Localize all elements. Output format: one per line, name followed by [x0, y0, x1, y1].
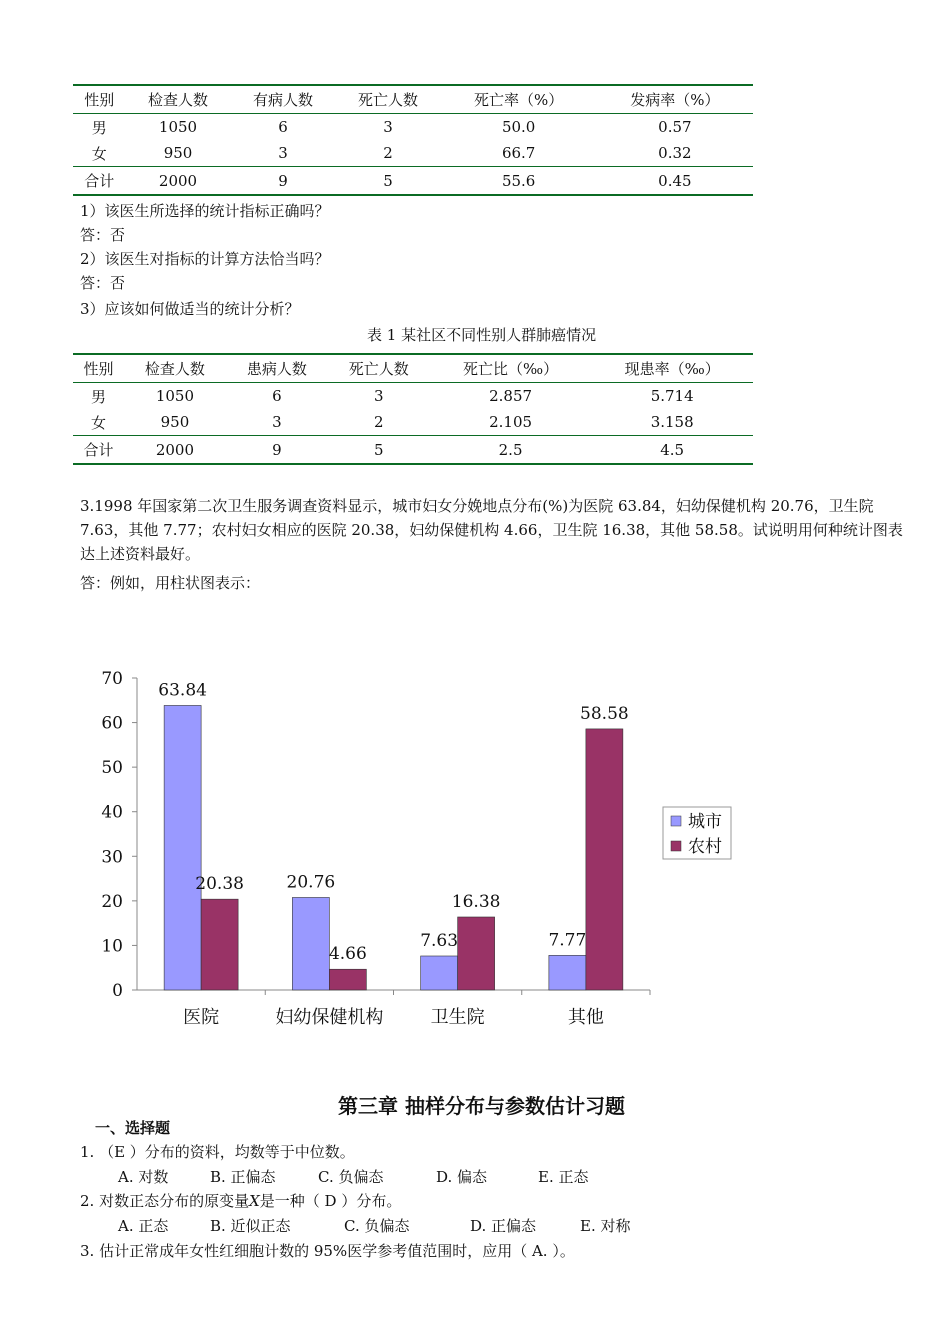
table-cell: 50.0	[501, 118, 536, 136]
table-cell: 5	[336, 167, 441, 196]
table-cell: 3	[272, 413, 282, 431]
x-category-label: 卫生院	[430, 1007, 485, 1028]
table-cell: 9	[231, 167, 336, 196]
question-3-answer: 答：例如，用柱状图表示：	[80, 574, 261, 592]
table-row	[73, 114, 753, 141]
header-cell: 现患率（‰）	[591, 354, 753, 383]
y-tick-label: 30	[101, 847, 123, 868]
table-cell: 6	[278, 118, 288, 136]
table-cell: 男	[90, 387, 106, 406]
option: A. 对数	[118, 1168, 169, 1186]
table-1	[73, 353, 753, 465]
header-cell: 死亡比（‰）	[430, 354, 592, 383]
table-cell: 0.32	[658, 144, 692, 162]
chapter-title: 第三章 抽样分布与参数估计习题	[338, 1094, 625, 1118]
option: E. 对称	[580, 1217, 631, 1235]
table-caption: 表 1 某社区不同性别人群肺癌情况	[367, 326, 597, 344]
table-cell: 950	[160, 413, 190, 431]
table-cell: 女	[91, 144, 107, 163]
table-cell: 5.714	[650, 387, 694, 405]
question-2: 2）该医生对指标的计算方法恰当吗？	[80, 250, 330, 268]
mcq-3: 3. 估计正常成年女性红细胞计数的 95%医学参考值范围时，应用（ A. ）。	[80, 1242, 575, 1260]
table-cell: 1050	[155, 387, 195, 405]
mcq-2-options	[118, 1214, 631, 1238]
header-cell: 检查人数	[126, 85, 231, 114]
header-cell: 死亡人数	[336, 85, 441, 114]
bar-value-label: 4.66	[328, 944, 367, 965]
table-cell: 6	[272, 387, 282, 405]
bar-chart	[95, 660, 755, 1040]
table-cell: 合计	[73, 167, 126, 196]
table-row	[73, 383, 753, 410]
option: C. 负偏态	[344, 1217, 410, 1235]
table-cell: 3	[383, 118, 393, 136]
table-cell: 4.5	[591, 436, 753, 465]
y-tick-label: 10	[101, 936, 123, 957]
x-category-label: 医院	[183, 1007, 220, 1028]
bar-value-label: 7.77	[548, 930, 587, 951]
table-cell: 女	[90, 413, 106, 432]
table-cell: 2	[383, 144, 393, 162]
legend-label: 城市	[688, 812, 722, 832]
question-3: 3）应该如何做适当的统计分析？	[80, 300, 300, 318]
legend-label: 农村	[688, 837, 722, 857]
table-cell: 55.6	[441, 167, 597, 196]
header-cell: 死亡率（%）	[441, 85, 597, 114]
y-tick-label: 50	[101, 758, 123, 779]
bar	[164, 705, 201, 990]
y-tick-label: 0	[112, 981, 123, 1001]
bar-value-label: 63.84	[158, 680, 207, 701]
chart-legend	[663, 807, 731, 859]
table-cell: 5	[328, 436, 430, 465]
mcq-2-suffix: 是一种（ D ）分布。	[259, 1192, 402, 1210]
table-total-row	[73, 436, 753, 465]
table-cell: 2	[374, 413, 384, 431]
header-cell: 发病率（%）	[597, 85, 753, 114]
x-axis-labels	[183, 1007, 604, 1028]
bar	[329, 969, 366, 990]
table-row	[73, 409, 753, 436]
header-cell: 性别	[73, 85, 126, 114]
bar	[201, 899, 238, 990]
table-cell: 2.5	[430, 436, 592, 465]
mcq-2-variable: X	[249, 1192, 260, 1210]
x-category-label: 妇幼保健机构	[275, 1007, 384, 1028]
answer-2: 答：否	[80, 274, 126, 292]
table-cell: 2000	[124, 436, 226, 465]
legend-swatch	[671, 841, 681, 851]
bar-value-label: 7.63	[420, 930, 459, 951]
option: E. 正态	[538, 1168, 589, 1186]
header-cell: 性别	[73, 354, 124, 383]
header-cell: 检查人数	[124, 354, 226, 383]
question-1: 1）该医生所选择的统计指标正确吗？	[80, 202, 330, 220]
table-cell: 男	[91, 118, 107, 137]
header-cell: 患病人数	[226, 354, 328, 383]
table-cell: 2.857	[489, 387, 533, 405]
mcq-2	[80, 1189, 401, 1213]
table-cell: 3	[374, 387, 384, 405]
table-cell: 1050	[158, 118, 198, 136]
option: C. 负偏态	[318, 1168, 384, 1186]
table-cell: 3.158	[650, 413, 694, 431]
mcq-1: 1. （E ）分布的资料，均数等于中位数。	[80, 1143, 355, 1161]
table-header-row	[73, 354, 753, 383]
table-cell: 950	[163, 144, 193, 162]
table-top	[73, 84, 753, 196]
option: D. 偏态	[436, 1168, 488, 1186]
bar	[586, 729, 623, 990]
table-header-row	[73, 85, 753, 114]
header-cell: 死亡人数	[328, 354, 430, 383]
bar-value-label: 58.58	[580, 703, 629, 724]
bar	[458, 917, 495, 990]
table-cell: 3	[278, 144, 288, 162]
section-heading: 一、选择题	[95, 1119, 171, 1137]
option: A. 正态	[118, 1217, 169, 1235]
mcq-2-prefix: 2. 对数正态分布的原变量	[80, 1192, 250, 1210]
y-tick-label: 20	[101, 891, 123, 912]
y-tick-label: 60	[101, 713, 123, 734]
table-cell: 66.7	[501, 144, 536, 162]
table-row	[73, 140, 753, 167]
option: D. 正偏态	[470, 1217, 537, 1235]
bar	[292, 897, 329, 990]
table-cell: 2.105	[489, 413, 533, 431]
table-cell: 合计	[73, 436, 124, 465]
y-tick-label: 70	[101, 669, 123, 689]
legend-swatch	[671, 816, 681, 826]
mcq-1-options	[118, 1165, 589, 1189]
table-cell: 9	[226, 436, 328, 465]
bar-value-label: 20.38	[195, 874, 244, 895]
question-3-text: 3.1998 年国家第二次卫生服务调查资料显示，城市妇女分娩地点分布(%)为医院 63.84，妇幼保健机构 20.76，卫生院 7.63，其他 7.77；农村妇女相应的医院 20.38，妇幼保健机构 4.66，卫生院 16.38，其他 58.58。试说明用何种统计图表达上述资料最好。	[80, 497, 903, 563]
y-tick-label: 40	[101, 802, 123, 823]
bar-value-label: 16.38	[451, 891, 501, 912]
option: B. 正偏态	[210, 1168, 276, 1186]
bar	[421, 956, 458, 990]
header-cell: 有病人数	[231, 85, 336, 114]
bar	[549, 955, 586, 990]
option: B. 近似正态	[210, 1217, 291, 1235]
table-total-row	[73, 167, 753, 196]
x-category-label: 其他	[567, 1007, 604, 1028]
table-cell: 0.57	[658, 118, 692, 136]
answer-1: 答：否	[80, 226, 126, 244]
table-cell: 2000	[126, 167, 231, 196]
bar-value-label: 20.76	[286, 872, 336, 893]
table-cell: 0.45	[597, 167, 753, 196]
